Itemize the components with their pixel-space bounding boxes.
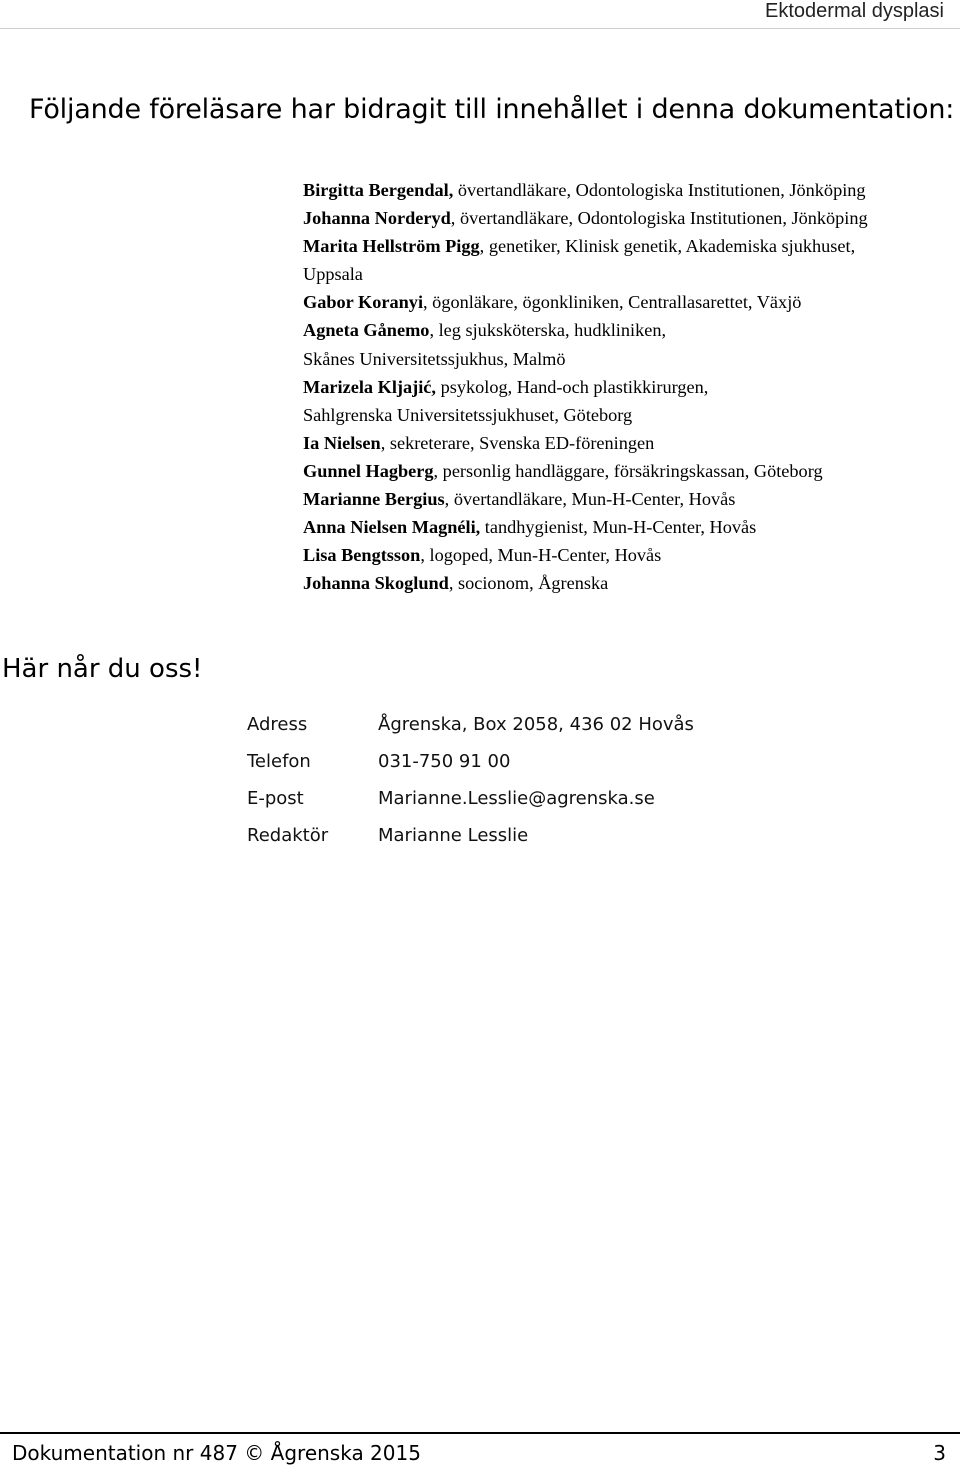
- contributor-details: , genetiker, Klinisk genetik, Akademiska sjukhuset,: [479, 236, 856, 257]
- contact-row-address: [247, 706, 694, 743]
- contact-label: E-post: [247, 788, 304, 809]
- contact-label: Telefon: [247, 751, 311, 772]
- contact-heading: Här når du oss!: [2, 654, 203, 684]
- contact-value: Ågrenska, Box 2058, 436 02 Hovås: [378, 714, 694, 735]
- contributor-line: [303, 204, 943, 232]
- contributor-line: [303, 260, 943, 288]
- contributor-details: , personlig handläggare, försäkringskassan, Göteborg: [433, 460, 823, 481]
- contributor-name: Gunnel Hagberg: [303, 460, 434, 481]
- contact-value: Marianne Lesslie: [378, 825, 529, 846]
- contributor-details: , ögonläkare, ögonkliniken, Centrallasarettet, Växjö: [423, 292, 802, 313]
- contributor-name: Marizela Kljajić,: [303, 376, 436, 397]
- contributor-name: Lisa Bengtsson: [303, 545, 421, 566]
- contact-row-phone: [247, 743, 694, 780]
- contact-row-editor: [247, 817, 694, 854]
- contributor-name: Agneta Gånemo: [303, 320, 430, 341]
- contributor-line: [303, 176, 943, 204]
- contributor-details: , logoped, Mun-H-Center, Hovås: [420, 545, 662, 566]
- contact-value-email: Marianne.Lesslie@agrenska.se: [378, 788, 655, 809]
- contributor-line: [303, 232, 943, 260]
- contributor-name: Marianne Bergius: [303, 489, 445, 510]
- contact-label: Redaktör: [247, 825, 329, 846]
- contact-label: Adress: [247, 714, 308, 735]
- contributor-line: [303, 345, 943, 373]
- contributor-details: , sekreterare, Svenska ED-föreningen: [380, 432, 655, 453]
- contributor-name: Marita Hellström Pigg: [303, 236, 480, 257]
- contributor-name: Gabor Koranyi: [303, 292, 424, 313]
- contributor-details: , övertandläkare, Mun-H-Center, Hovås: [444, 489, 736, 510]
- contributor-line: [303, 288, 943, 316]
- contact-row-email: [247, 780, 694, 817]
- contributor-details: övertandläkare, Odontologiska Institutionen, Jönköping: [453, 180, 866, 200]
- contact-table: [247, 706, 694, 854]
- contributor-name: Anna Nielsen Magnéli,: [303, 517, 481, 538]
- contributor-line: [303, 541, 943, 569]
- contributor-line: [303, 457, 943, 485]
- contributor-line: [303, 569, 943, 597]
- contributor-details: , leg sjuksköterska, hudkliniken,: [429, 320, 667, 341]
- contributor-line: [303, 485, 943, 513]
- contributor-details: , övertandläkare, Odontologiska Institutionen, Jönköping: [450, 208, 868, 229]
- contributor-details: tandhygienist, Mun-H-Center, Hovås: [480, 517, 757, 538]
- contributor-name: Johanna Skoglund: [303, 573, 449, 594]
- contributor-list: [303, 176, 943, 597]
- page-heading: Följande föreläsare har bidragit till innehållet i denna dokumentation:: [29, 94, 955, 125]
- contributor-name: Birgitta Bergendal,: [303, 180, 454, 200]
- contributor-name: Ia Nielsen: [303, 432, 381, 453]
- contributor-details: , socionom, Ågrenska: [448, 573, 609, 594]
- footer-text: Dokumentation nr 487 © Ågrenska 2015: [12, 1441, 421, 1465]
- running-header-title: Ektodermal dysplasi: [765, 0, 944, 22]
- contributor-details: Uppsala: [303, 264, 363, 285]
- contact-value: 031-750 91 00: [378, 751, 511, 772]
- contributor-line: [303, 513, 943, 541]
- contributor-details: psykolog, Hand-och plastikkirurgen,: [436, 376, 709, 397]
- page-number: 3: [933, 1441, 946, 1465]
- header-divider: [0, 28, 960, 29]
- contributor-line: [303, 316, 943, 344]
- contributor-name: Johanna Norderyd: [303, 208, 451, 229]
- footer-divider: [0, 1432, 960, 1434]
- contributor-line: [303, 429, 943, 457]
- contributor-details: Skånes Universitetssjukhus, Malmö: [303, 348, 566, 369]
- contributor-details: Sahlgrenska Universitetssjukhuset, Göteborg: [303, 404, 633, 425]
- contributor-line: [303, 401, 943, 429]
- contributor-line: [303, 373, 943, 401]
